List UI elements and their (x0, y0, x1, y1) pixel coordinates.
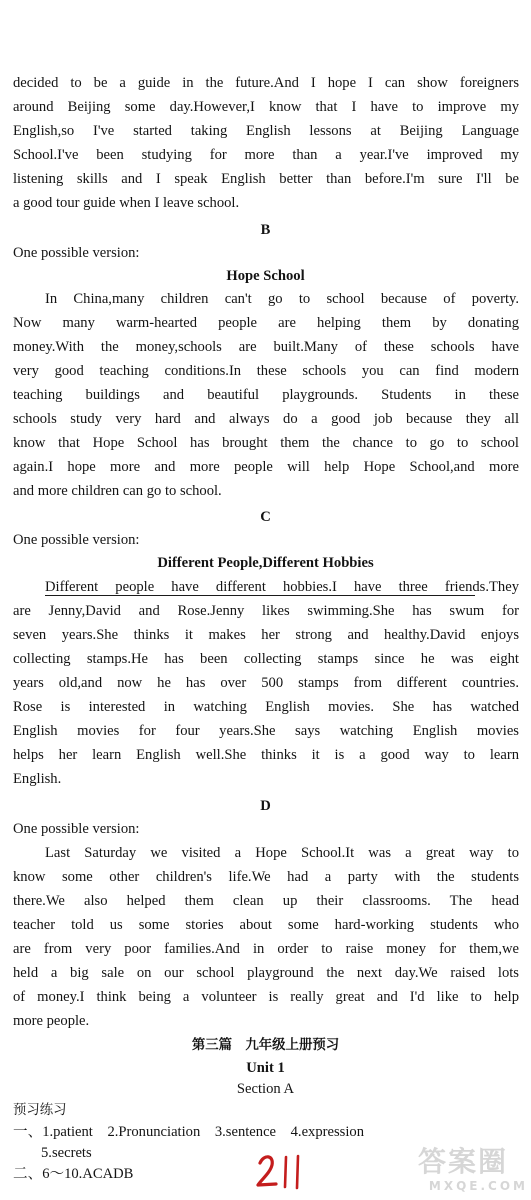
essay-line: teaching buildings and beautiful playgrounds. Students in these (13, 387, 519, 403)
essay-line: In China,many children can't go to school because of poverty. (45, 291, 519, 307)
section-a-title: Section A (236, 1081, 295, 1097)
section-label-b: B (260, 222, 271, 238)
essay-line: Now many warm-hearted people are helping them by donating (13, 315, 519, 331)
essay-line: helps her learn English well.She thinks it is a good way to learn (13, 747, 519, 763)
essay-line: of money.I think being a volunteer is really great and I'd like to help (13, 989, 519, 1005)
version-intro: One possible version: (13, 532, 140, 548)
essay-line: are Jenny,David and Rose.Jenny likes swimming.She has swum for (13, 603, 519, 619)
essay-line: there.We also helped them clean up their classrooms. The head (13, 893, 519, 909)
paragraph-line: School.I've been studying for more than a year.I've improved my (13, 147, 519, 163)
topic-sentence-underline (45, 595, 475, 596)
paragraph-line: English,so I've started taking English lessons at Beijing Language (13, 123, 519, 139)
essay-line: held a big sale on our school playground the next day.We raised lots (13, 965, 519, 981)
answer-line: 一、1.patient 2.Pronunciation 3.sentence 4.expression (13, 1124, 364, 1140)
essay-line: know some other children's life.We had a party with the students (13, 869, 519, 885)
essay-line: more people. (13, 1013, 90, 1029)
answer-line: 二、6～10.ACADB (13, 1166, 134, 1182)
watermark-url: MXQE.COM (428, 1179, 528, 1193)
essay-title: Different People,Different Hobbies (157, 555, 374, 571)
version-intro: One possible version: (13, 821, 140, 837)
essay-title: Hope School (226, 268, 305, 284)
part-heading: 第三篇 九年级上册预习 (191, 1038, 340, 1053)
essay-line: collecting stamps.He has been collecting stamps since he was eight (13, 651, 519, 667)
essay-line: know that Hope School has brought them the chance to go to school (13, 435, 519, 451)
paragraph-line: around Beijing some day.However,I know that I have to improve my (13, 99, 519, 115)
paragraph-line: a good tour guide when I leave school. (13, 195, 240, 211)
essay-line: years old,and now he has over 500 stamps from different countries. (13, 675, 519, 691)
section-label-c: C (260, 509, 271, 525)
section-label-d: D (260, 798, 271, 814)
essay-line: very good teaching conditions.In these schools you can find modern (13, 363, 519, 379)
essay-line: schools study very hard and always do a good job because they all (13, 411, 519, 427)
page-number (254, 1151, 306, 1191)
version-intro: One possible version: (13, 245, 140, 261)
essay-line: and more children can go to school. (13, 483, 222, 499)
watermark-logo (418, 1146, 528, 1198)
unit-title: Unit 1 (246, 1060, 285, 1076)
practice-label: 预习练习 (13, 1103, 67, 1118)
watermark-text: 答案圈 (418, 1145, 509, 1178)
essay-line: Rose is interested in watching English movies. She has watched (13, 699, 519, 715)
answer-line: 5.secrets (41, 1145, 92, 1161)
essay-line: teacher told us some stories about some hard-working students who (13, 917, 519, 933)
essay-line: English movies for four years.She says watching English movies (13, 723, 519, 739)
paragraph-line: listening skills and I speak English better than before.I'm sure I'll be (13, 171, 519, 187)
essay-line: again.I hope more and more people will help Hope School,and more (13, 459, 519, 475)
essay-line: Different people have different hobbies.I have three friends.They (45, 579, 519, 595)
essay-line: Last Saturday we visited a Hope School.It was a great way to (45, 845, 519, 861)
paragraph-line: decided to be a guide in the future.And I hope I can show foreigners (13, 75, 519, 91)
essay-line: English. (13, 771, 62, 787)
essay-line: money.With the money,schools are built.Many of these schools have (13, 339, 519, 355)
essay-line: are from very poor families.And in order to raise money for them,we (13, 941, 519, 957)
essay-line: seven years.She thinks it makes her strong and healthy.David enjoys (13, 627, 519, 643)
